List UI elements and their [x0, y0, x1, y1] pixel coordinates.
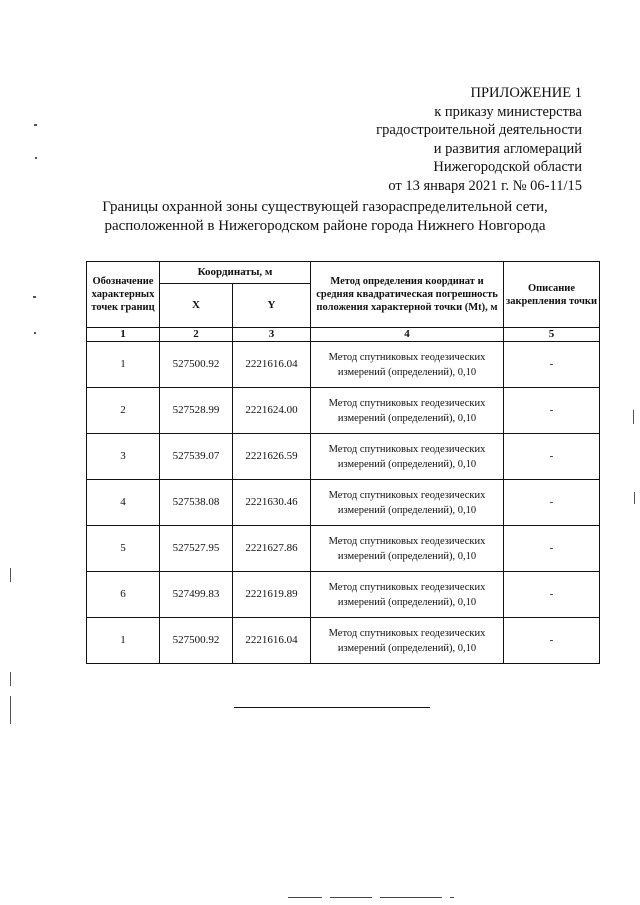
- coord-x: 527500.92: [160, 618, 233, 664]
- fixing-description: -: [504, 388, 600, 434]
- column-number: 5: [504, 328, 600, 342]
- header-line: Нижегородской области: [433, 159, 582, 175]
- coord-y: 2221619.89: [233, 572, 311, 618]
- method-description: Метод спутниковых геодезических измерений (определений), 0,10: [311, 342, 504, 388]
- scan-speck: [34, 124, 37, 126]
- coord-y: 2221616.04: [233, 342, 311, 388]
- coord-x: 527527.95: [160, 526, 233, 572]
- appendix-title: ПРИЛОЖЕНИЕ 1: [470, 85, 582, 101]
- fixing-description: -: [504, 526, 600, 572]
- point-number: 1: [87, 342, 160, 388]
- method-description: Метод спутниковых геодезических измерений (определений), 0,10: [311, 572, 504, 618]
- point-number: 6: [87, 572, 160, 618]
- point-number: 5: [87, 526, 160, 572]
- document-title: [90, 198, 560, 236]
- column-numbers-row: [87, 328, 600, 342]
- fixing-description: -: [504, 618, 600, 664]
- table-row: [87, 572, 600, 618]
- header-method: Метод определения координат и средняя квадратическая погрешность положения характерной точки (Mt), м: [311, 262, 504, 328]
- order-date-number: от 13 января 2021 г. № 06-11/15: [388, 177, 582, 194]
- point-number: 1: [87, 618, 160, 664]
- point-number: 3: [87, 434, 160, 480]
- method-description: Метод спутниковых геодезических измерений (определений), 0,10: [311, 434, 504, 480]
- header-fixing-description: Описание закрепления точки: [504, 262, 600, 328]
- coord-y: 2221616.04: [233, 618, 311, 664]
- fixing-description: -: [504, 434, 600, 480]
- scan-edge-mark: [10, 696, 11, 724]
- table-row: [87, 434, 600, 480]
- fixing-description: -: [504, 480, 600, 526]
- coord-y: 2221627.86: [233, 526, 311, 572]
- header-line: и развития агломераций: [433, 140, 582, 157]
- coord-y: 2221626.59: [233, 434, 311, 480]
- method-description: Метод спутниковых геодезических измерений (определений), 0,10: [311, 388, 504, 434]
- title-line-1: Границы охранной зоны существующей газораспределительной сети,: [102, 199, 548, 215]
- scan-edge-mark: [450, 897, 454, 898]
- header-line: градостроительной деятельности: [376, 122, 582, 138]
- scan-edge-mark: [10, 672, 11, 686]
- coord-x: 527538.08: [160, 480, 233, 526]
- method-description: Метод спутниковых геодезических измерений (определений), 0,10: [311, 480, 504, 526]
- point-number: 2: [87, 388, 160, 434]
- scan-speck: [35, 157, 37, 159]
- coord-x: 527539.07: [160, 434, 233, 480]
- scan-edge-mark: [10, 568, 11, 582]
- scan-edge-mark: [634, 492, 635, 504]
- coord-y: 2221624.00: [233, 388, 311, 434]
- table-row: [87, 526, 600, 572]
- scan-edge-mark: [288, 897, 322, 898]
- table-row: [87, 618, 600, 664]
- fixing-description: -: [504, 342, 600, 388]
- method-description: Метод спутниковых геодезических измерений (определений), 0,10: [311, 618, 504, 664]
- signature-line: [234, 707, 430, 708]
- table-row: [87, 388, 600, 434]
- title-line-2: расположенной в Нижегородском районе города Нижнего Новгорода: [104, 218, 546, 234]
- scan-edge-mark: [330, 897, 372, 898]
- table-row: [87, 342, 600, 388]
- coord-y: 2221630.46: [233, 480, 311, 526]
- header-designation: Обозначение характерных точек границ: [87, 262, 160, 328]
- point-number: 4: [87, 480, 160, 526]
- column-number: 3: [233, 328, 311, 342]
- scan-edge-mark: [633, 410, 634, 424]
- boundary-points-table: [86, 261, 600, 664]
- column-number: 4: [311, 328, 504, 342]
- appendix-header: [376, 84, 582, 195]
- scan-speck: [33, 296, 36, 298]
- column-number: 2: [160, 328, 233, 342]
- column-number: 1: [87, 328, 160, 342]
- method-description: Метод спутниковых геодезических измерений (определений), 0,10: [311, 526, 504, 572]
- fixing-description: -: [504, 572, 600, 618]
- header-y: Y: [233, 284, 311, 328]
- header-line: к приказу министерства: [434, 103, 582, 120]
- table-row: [87, 480, 600, 526]
- coord-x: 527499.83: [160, 572, 233, 618]
- header-coordinates: Координаты, м: [160, 262, 311, 284]
- coord-x: 527500.92: [160, 342, 233, 388]
- header-x: X: [160, 284, 233, 328]
- scan-edge-mark: [380, 897, 442, 898]
- scan-speck: [34, 332, 36, 334]
- coord-x: 527528.99: [160, 388, 233, 434]
